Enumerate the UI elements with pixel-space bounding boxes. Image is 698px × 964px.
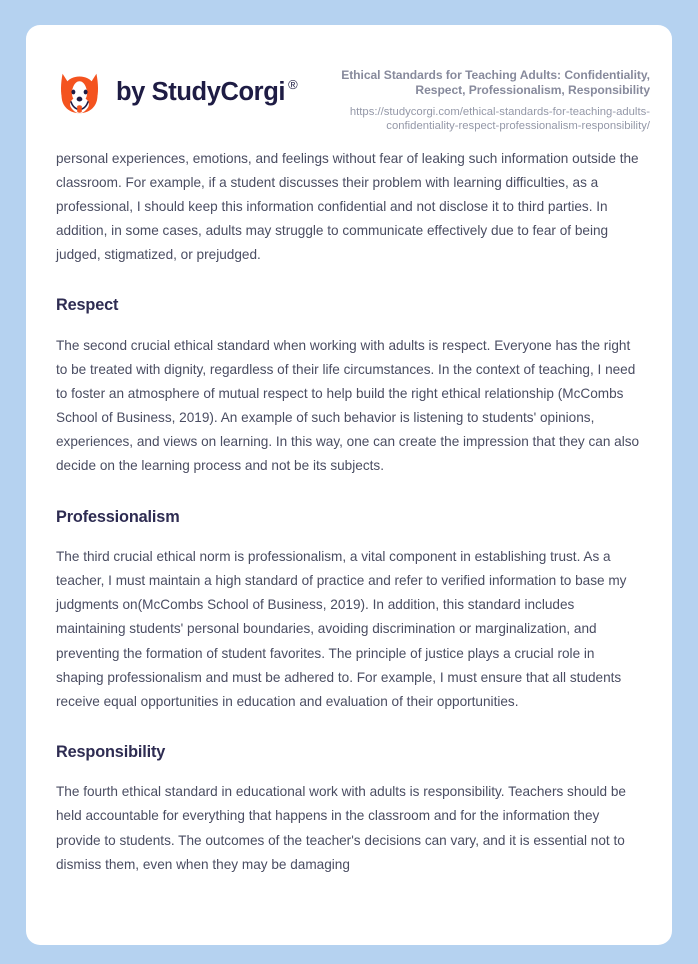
document-body: [26, 147, 672, 877]
section-respect: [56, 296, 642, 478]
corgi-mascot-icon: [56, 69, 103, 116]
brand-logo-group: [56, 63, 298, 116]
section-paragraph-professionalism: The third crucial ethical norm is professionalism, a vital component in establishing trust. As a teacher, I must maintain a high standard of practice and refer to verified information to base my judgments on(McCombs School of Business, 2019). In addition, this standard includes maintaining students' personal boundaries, avoiding discrimination or marginalization, and preventing the formation of student favorites. The principle of justice plays a crucial role in shaping professionalism and must be adhered to. For example, I must ensure that all students receive equal opportunities in education and evaluation of their opportunities.: [56, 549, 627, 709]
section-professionalism: [56, 508, 642, 714]
section-heading-responsibility: Responsibility: [56, 742, 166, 761]
brand-name-text: by StudyCorgi: [116, 77, 286, 106]
document-page-card: [26, 25, 672, 945]
section-heading-professionalism: Professionalism: [56, 507, 180, 526]
brand-wordmark: [116, 76, 298, 106]
section-paragraph-responsibility: The fourth ethical standard in educational work with adults is responsibility. Teachers should be held accountable for everything that happens in the classroom and for the information they provide to students. The outcomes of the teacher's decisions can vary, and it is essential not to dismiss them, even when they may be damaging: [56, 784, 626, 872]
intro-paragraph: personal experiences, emotions, and feelings without fear of leaking such information outside the classroom. For example, if a student discusses their problem with learning difficulties, as a professional, I should keep this information confidential and not disclose it to third parties. In addition, in some cases, adults may struggle to communicate effectively due to fear of being judged, stigmatized, or prejudged.: [56, 151, 639, 263]
document-url[interactable]: https://studycorgi.com/ethical-standards-for-teaching-adults-confidentiality-respect-professionalism-responsibility/: [349, 105, 650, 133]
section-heading-respect: Respect: [56, 296, 119, 315]
registered-trademark-icon: ®: [288, 76, 298, 92]
document-title: Ethical Standards for Teaching Adults: Confidentiality, Respect, Professionalism, Responsibility: [341, 68, 650, 97]
section-responsibility: [56, 743, 642, 877]
section-paragraph-respect: The second crucial ethical standard when working with adults is respect. Everyone has the right to be treated with dignity, regardless of their life circumstances. In the context of teaching, I need to foster an atmosphere of mutual respect to help build the right ethical relationship (McCombs School of Business, 2019). An example of such behavior is listening to students' opinions, experiences, and views on learning. In this way, one can create the impression that they can also decide on the learning process and not be its subjects.: [56, 338, 640, 474]
document-meta: [294, 63, 650, 134]
document-header: [26, 25, 672, 147]
